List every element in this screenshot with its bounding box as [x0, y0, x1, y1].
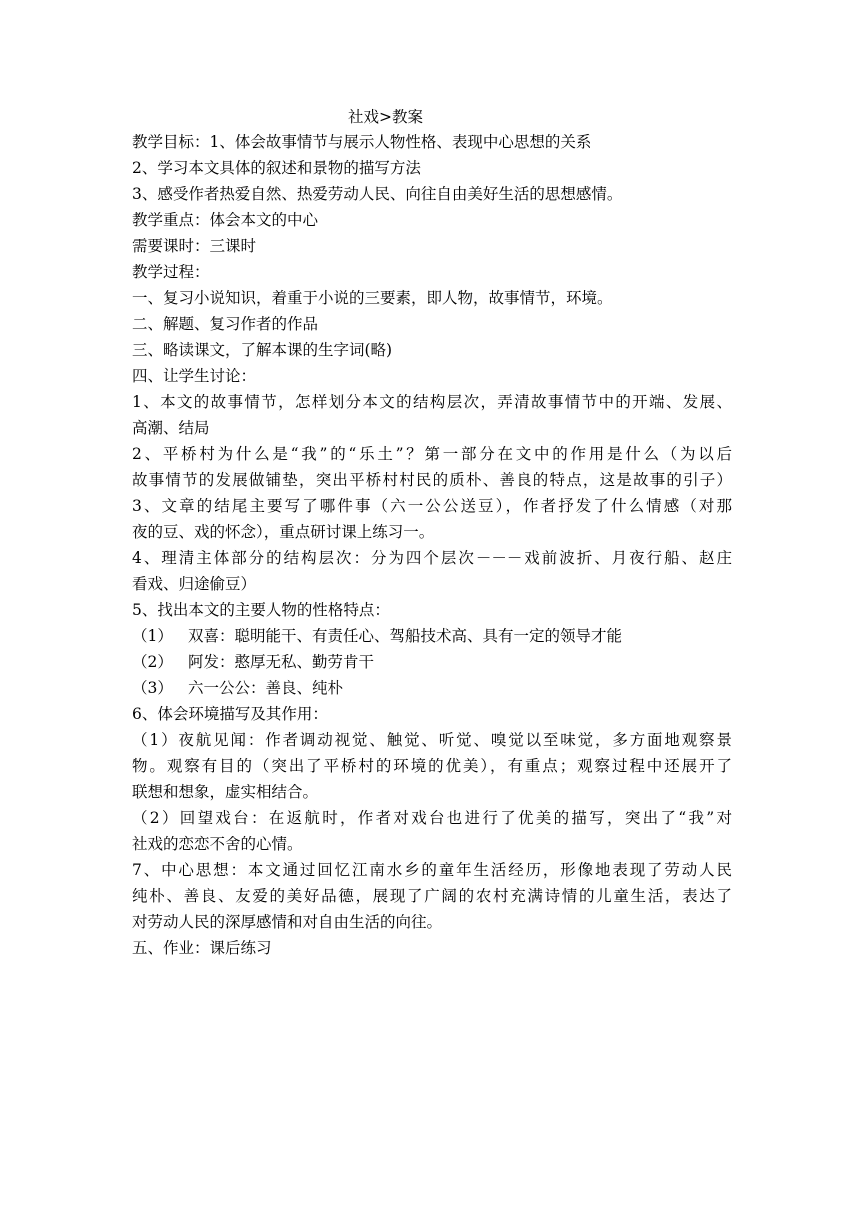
character-description: 双喜：聪明能干、有责任心、驾船技术高、具有一定的领导才能: [188, 627, 623, 645]
character-number: （1）: [132, 627, 173, 645]
teaching-goal-line: 教学目标：1、体会故事情节与展示人物性格、表现中心思想的关系: [132, 133, 592, 151]
character-number: （3）: [132, 679, 173, 697]
discussion-3-line-2: 夜的豆、戏的怀念），重点研讨课上练习一。: [132, 523, 435, 541]
goal-item-2: 2、学习本文具体的叙述和景物的描写方法: [132, 159, 421, 177]
discussion-1-line-2: 高潮、结局: [132, 419, 210, 437]
night-voyage-line-2: 物。观察有目的（突出了平桥村的环境的优美），有重点；观察过程中还展开了: [132, 757, 732, 775]
discussion-2-line-2: 故事情节的发展做铺垫，突出平桥村村民的质朴、善良的特点，这是故事的引子）: [132, 471, 732, 489]
central-idea-line-2: 纯朴、善良、友爱的美好品德，展现了广阔的农村充满诗情的儿童生活，表达了: [132, 887, 732, 905]
class-hours-line: 需要课时：三课时: [132, 237, 257, 255]
discussion-5-heading: 5、找出本文的主要人物的性格特点：: [132, 601, 390, 619]
character-number: （2）: [132, 653, 173, 671]
central-idea-line-3: 对劳动人民的深厚感情和对自由生活的向往。: [132, 913, 443, 931]
discussion-4-line-2: 看戏、归途偷豆）: [132, 575, 257, 593]
step-1-line: 一、复习小说知识，着重于小说的三要素，即人物，故事情节，环境。: [132, 289, 613, 307]
central-idea-line-1: 7、中心思想：本文通过回忆江南水乡的童年生活经历，形像地表现了劳动人民: [132, 861, 732, 879]
discussion-1-line-1: 1、本文的故事情节，怎样划分本文的结构层次，弄清故事情节中的开端、发展、: [132, 393, 732, 411]
stage-look-back-line-1: （2）回望戏台：在返航时，作者对戏台也进行了优美的描写，突出了“我”对: [132, 809, 732, 827]
night-voyage-line-1: （1）夜航见闻：作者调动视觉、触觉、听觉、嗅觉以至味觉，多方面地观察景: [132, 731, 732, 749]
goal-item-3: 3、感受作者热爱自然、热爱劳动人民、向往自由美好生活的思想感情。: [132, 185, 623, 203]
character-description: 六一公公：善良、纯朴: [188, 679, 344, 697]
discussion-3-line-1: 3、文章的结尾主要写了哪件事（六一公公送豆），作者抒发了什么情感（对那: [132, 497, 732, 515]
document-title: 社戏>教案: [348, 108, 423, 126]
teaching-focus-line: 教学重点：体会本文的中心: [132, 211, 319, 229]
homework-line: 五、作业：课后练习: [132, 939, 272, 957]
character-item: [132, 675, 732, 701]
discussion-4-line-1: 4、理清主体部分的结构层次：分为四个层次－－－戏前波折、月夜行船、赵庄: [132, 549, 732, 567]
discussion-2-line-1: 2、平桥村为什么是“我”的“乐土”？第一部分在文中的作用是什么（为以后: [132, 445, 732, 463]
step-3-line: 三、略读课文，了解本课的生字词(略): [132, 341, 393, 359]
stage-look-back-line-2: 社戏的恋恋不舍的心情。: [132, 835, 303, 853]
character-item: [132, 623, 732, 649]
character-item: [132, 649, 732, 675]
character-description: 阿发：憨厚无私、勤劳肯干: [188, 653, 375, 671]
teaching-process-heading: 教学过程：: [132, 263, 210, 281]
discussion-6-heading: 6、体会环境描写及其作用：: [132, 705, 328, 723]
step-4-heading: 四、让学生讨论：: [132, 367, 257, 385]
document-body: [132, 129, 732, 961]
step-2-line: 二、解题、复习作者的作品: [132, 315, 319, 333]
night-voyage-line-3: 联想和想象，虚实相结合。: [132, 783, 319, 801]
